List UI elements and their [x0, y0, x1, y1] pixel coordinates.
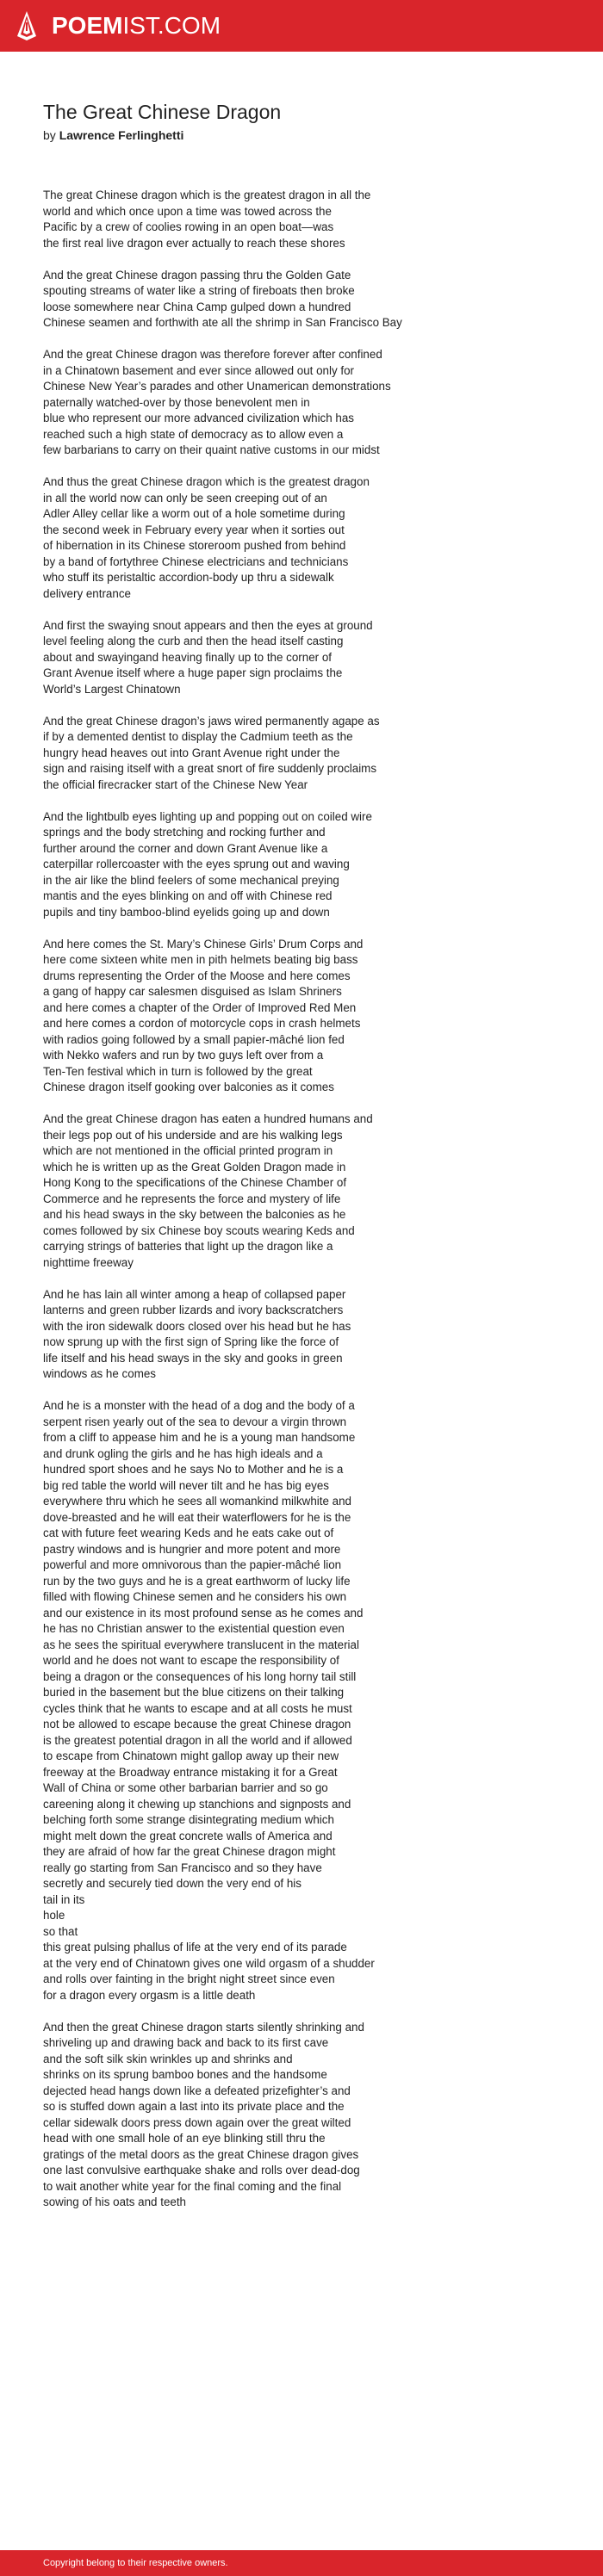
- poem-line: powerful and more omnivorous than the papier-mâché lion: [43, 1558, 342, 1571]
- poem-line: careening along it chewing up stanchions and signposts and: [43, 1797, 351, 1811]
- poem-line: spouting streams of water like a string of fireboats then broke: [43, 284, 355, 297]
- poem-stanza: [43, 809, 560, 921]
- poem-line: which he is written up as the Great Golden Dragon made in: [43, 1160, 346, 1173]
- poem-line: And the great Chinese dragon was therefore forever after confined: [43, 348, 382, 361]
- poem-line: Wall of China or some other barbarian barrier and so go: [43, 1781, 328, 1794]
- poem-stanza: [43, 2020, 560, 2211]
- poem-line: and the soft silk skin wrinkles up and shrinks and: [43, 2052, 293, 2065]
- poem-line: caterpillar rollercoaster with the eyes sprung out and waving: [43, 858, 350, 870]
- poem-line: few barbarians to carry on their quaint native customs in our midst: [43, 443, 380, 456]
- poem-line: he has no Christian answer to the existential question even: [43, 1622, 345, 1635]
- site-footer: [0, 2550, 603, 2576]
- poem-line: head with one small hole of an eye blinking still thru the: [43, 2132, 326, 2145]
- poem-line: Chinese New Year’s parades and other Unamerican demonstrations: [43, 380, 391, 393]
- poem-line: belching forth some strange disintegrating medium which: [43, 1813, 334, 1826]
- poem-line: freeway at the Broadway entrance mistaking it for a Great: [43, 1765, 338, 1779]
- poem-line: and drunk ogling the girls and he has high ideals and a: [43, 1446, 323, 1460]
- poem-line: everywhere thru which he sees all womankind milkwhite and: [43, 1495, 351, 1508]
- poem-line: comes followed by six Chinese boy scouts wearing Keds and: [43, 1223, 355, 1237]
- poem-line: world and he does not want to escape the responsibility of: [43, 1654, 339, 1667]
- poem-line: and his head sways in the sky between the balconies as he: [43, 1208, 346, 1221]
- poem-line: lanterns and green rubber lizards and ivory backscratchers: [43, 1303, 344, 1316]
- poem-line: World’s Largest Chinatown: [43, 682, 181, 696]
- poem-line: further around the corner and down Grant Avenue like a: [43, 841, 328, 855]
- poem-stanza: [43, 347, 560, 459]
- logo-light-part: IST.COM: [122, 12, 221, 39]
- by-label: by: [43, 128, 56, 142]
- pen-nib-logo-icon[interactable]: [16, 10, 38, 41]
- poem-line: reached such a high state of democracy as to allow even a: [43, 427, 344, 441]
- poem-stanza: [43, 1112, 560, 1271]
- poem-line: Adler Alley cellar like a worm out of a hole sometime during: [43, 507, 345, 520]
- poem-line: loose somewhere near China Camp gulped down a hundred: [43, 300, 351, 313]
- poem-byline: [43, 127, 183, 143]
- poem-line: and our existence in its most profound sense as he comes and: [43, 1606, 364, 1619]
- poem-line: And thus the great Chinese dragon which is the greatest dragon: [43, 475, 370, 488]
- poem-line: with radios going followed by a small papier-mâché lion fed: [43, 1032, 345, 1046]
- poem-line: serpent risen yearly out of the sea to devour a virgin thrown: [43, 1415, 347, 1428]
- poem-line: And he is a monster with the head of a dog and the body of a: [43, 1399, 355, 1412]
- poem-line: so that: [43, 1924, 78, 1938]
- site-header: [0, 0, 603, 52]
- poem-line: cat with future feet wearing Keds and he eats cake out of: [43, 1526, 334, 1539]
- logo-bold-part: POEM: [52, 12, 123, 39]
- poem-line: in a Chinatown basement and ever since allowed out only for: [43, 363, 355, 377]
- poem-line: And here comes the St. Mary’s Chinese Girls’ Drum Corps and: [43, 937, 364, 951]
- poem-stanza: [43, 618, 560, 698]
- poem-line: delivery entrance: [43, 586, 131, 600]
- poem-line: of hibernation in its Chinese storeroom pushed from behind: [43, 539, 346, 552]
- poem-line: mantis and the eyes blinking on and off with Chinese red: [43, 889, 333, 902]
- poem-line: about and swayingand heaving finally up to the corner of: [43, 650, 332, 664]
- poem-line: which are not mentioned in the official printed program in: [43, 1144, 333, 1157]
- poem-line: being a dragon or the consequences of his long horny tail still: [43, 1669, 357, 1683]
- poem-line: if by a demented dentist to display the Cadmium teeth as the: [43, 730, 353, 743]
- poem-line: might melt down the great concrete walls of America and: [43, 1829, 333, 1842]
- poem-line: a gang of happy car salesmen disguised as Islam Shriners: [43, 985, 342, 998]
- poem-line: in all the world now can only be seen creeping out of an: [43, 491, 327, 505]
- poem-line: life itself and his head sways in the sky and gooks in green: [43, 1351, 343, 1365]
- poem-stanza: [43, 188, 560, 251]
- copyright-text: Copyright belong to their respective owners.: [43, 2558, 228, 2568]
- poem-stanza: [43, 1287, 560, 1383]
- poem-line: drums representing the Order of the Moose and here comes: [43, 969, 351, 982]
- poem-line: windows as he comes: [43, 1367, 156, 1380]
- poem-line: now sprung up with the first sign of Spring like the force of: [43, 1335, 339, 1348]
- poem-line: not be allowed to escape because the great Chinese dragon: [43, 1718, 351, 1731]
- poem-line: sign and raising itself with a great snort of fire suddenly proclaims: [43, 762, 377, 775]
- poem-line: and rolls over fainting in the bright night street since even: [43, 1972, 335, 1985]
- poem-line: And first the swaying snout appears and then the eyes at ground: [43, 618, 373, 632]
- poem-stanza: [43, 1398, 560, 2003]
- poem-line: here come sixteen white men in pith helmets beating big bass: [43, 953, 358, 966]
- poem-line: Hong Kong to the specifications of the Chinese Chamber of: [43, 1176, 347, 1189]
- poem-line: Commerce and he represents the force and mystery of life: [43, 1192, 341, 1205]
- poem-line: Chinese seamen and forthwith ate all the shrimp in San Francisco Bay: [43, 316, 402, 329]
- poem-line: sowing of his oats and teeth: [43, 2195, 187, 2208]
- poem-line: dejected head hangs down like a defeated prizefighter’s and: [43, 2084, 351, 2097]
- poem-line: secretly and securely tied down the very end of his: [43, 1877, 302, 1890]
- poem-line: gratings of the metal doors as the great Chinese dragon gives: [43, 2147, 359, 2161]
- poem-line: cellar sidewalk doors press down again over the great wilted: [43, 2115, 351, 2129]
- poem-line: Ten-Ten festival which in turn is followed by the great: [43, 1064, 313, 1078]
- poem-line: the second week in February every year when it sorties out: [43, 523, 345, 536]
- poem-line: run by the two guys and he is a great earthworm of lucky life: [43, 1574, 351, 1588]
- poem-line: paternally watched-over by those benevolent men in: [43, 395, 310, 409]
- poem-line: hungry head heaves out into Grant Avenue right under the: [43, 746, 340, 759]
- poem-line: buried in the basement but the blue citizens on their talking: [43, 1686, 345, 1699]
- poem-line: and here comes a cordon of motorcycle cops in crash helmets: [43, 1017, 361, 1030]
- poem-line: And the great Chinese dragon has eaten a hundred humans and: [43, 1112, 373, 1125]
- poem-line: their legs pop out of his underside and are his walking legs: [43, 1128, 343, 1142]
- author-link[interactable]: Lawrence Ferlinghetti: [59, 128, 184, 142]
- poem-line: they are afraid of how far the great Chinese dragon might: [43, 1845, 336, 1858]
- poem-line: tail in its: [43, 1892, 85, 1906]
- poem-line: and here comes a chapter of the Order of Improved Red Men: [43, 1000, 357, 1014]
- poem-line: really go starting from San Francisco and so they have: [43, 1861, 322, 1874]
- poem-line: at the very end of Chinatown gives one wild orgasm of a shudder: [43, 1956, 375, 1970]
- poem-line: filled with flowing Chinese semen and he considers his own: [43, 1590, 347, 1603]
- poem-line: springs and the body stretching and rocking further and: [43, 826, 326, 839]
- poem-line: dove-breasted and he will eat their waterflowers for he is the: [43, 1510, 351, 1524]
- poem-line: carrying strings of batteries that light up the dragon like a: [43, 1240, 333, 1253]
- poem-line: by a band of fortythree Chinese electricians and technicians: [43, 554, 349, 568]
- poem-line: And then the great Chinese dragon starts silently shrinking and: [43, 2020, 364, 2034]
- poem-line: who stuff its peristaltic accordion-body up thru a sidewalk: [43, 571, 334, 584]
- poem-line: shriveling up and drawing back and back to its first cave: [43, 2036, 329, 2049]
- poem-title: The Great Chinese Dragon: [43, 101, 282, 123]
- poem-line: Grant Avenue itself where a huge paper sign proclaims the: [43, 666, 343, 679]
- poem-line: world and which once upon a time was towed across the: [43, 204, 332, 218]
- poem-line: Chinese dragon itself gooking over balconies as it comes: [43, 1081, 334, 1093]
- poem-line: for a dragon every orgasm is a little death: [43, 1988, 256, 2002]
- poem-line: cycles think that he wants to escape and at all costs he must: [43, 1701, 352, 1715]
- poem-line: the official firecracker start of the Chinese New Year: [43, 777, 308, 791]
- poem-line: this great pulsing phallus of life at the very end of its parade: [43, 1941, 347, 1954]
- poem-line: to escape from Chinatown might gallop away up their new: [43, 1749, 339, 1762]
- poem-line: one last convulsive earthquake shake and rolls over dead-dog: [43, 2164, 360, 2177]
- poem-line: so is stuffed down again a last into its private place and the: [43, 2100, 345, 2113]
- poem-line: is the greatest potential dragon in all the world and if allowed: [43, 1733, 352, 1747]
- poem-line: And the great Chinese dragon passing thru the Golden Gate: [43, 268, 351, 282]
- poem-line: Pacific by a crew of coolies rowing in an open boat—was: [43, 220, 334, 233]
- poem-line: in the air like the blind feelers of some mechanical preying: [43, 873, 339, 887]
- poem-line: big red table the world will never tilt and he has big eyes: [43, 1478, 329, 1492]
- poem-line: hundred sport shoes and he says No to Mother and he is a: [43, 1463, 344, 1476]
- poem-stanza: [43, 268, 560, 331]
- poem-line: hole: [43, 1909, 65, 1922]
- poem-body: [43, 188, 560, 2226]
- poem-line: to wait another white year for the final coming and the final: [43, 2179, 342, 2193]
- poem-line: with the iron sidewalk doors closed over his head but he has: [43, 1319, 351, 1333]
- poem-line: as he sees the spiritual everywhere translucent in the material: [43, 1638, 359, 1651]
- poem-stanza: [43, 474, 560, 602]
- poem-stanza: [43, 937, 560, 1096]
- poem-line: the first real live dragon ever actually to reach these shores: [43, 236, 345, 250]
- poem-line: And the lightbulb eyes lighting up and popping out on coiled wire: [43, 809, 372, 823]
- poem-line: level feeling along the curb and then the head itself casting: [43, 635, 344, 647]
- poem-line: The great Chinese dragon which is the greatest dragon in all the: [43, 189, 371, 201]
- poem-line: shrinks on its sprung bamboo bones and the handsome: [43, 2068, 327, 2081]
- poem-line: with Nekko wafers and run by two guys left over from a: [43, 1049, 324, 1062]
- poem-line: nighttime freeway: [43, 1255, 134, 1269]
- poem-line: from a cliff to appease him and he is a young man handsome: [43, 1431, 356, 1444]
- poem-line: blue who represent our more advanced civilization which has: [43, 412, 354, 424]
- poem-line: pastry windows and is hungrier and more potent and more: [43, 1542, 341, 1556]
- poem-line: pupils and tiny bamboo-blind eyelids going up and down: [43, 905, 330, 919]
- poem-stanza: [43, 714, 560, 794]
- site-logo[interactable]: [52, 12, 221, 40]
- poem-line: And he has lain all winter among a heap of collapsed paper: [43, 1287, 346, 1301]
- poem-line: And the great Chinese dragon’s jaws wired permanently agape as: [43, 714, 380, 728]
